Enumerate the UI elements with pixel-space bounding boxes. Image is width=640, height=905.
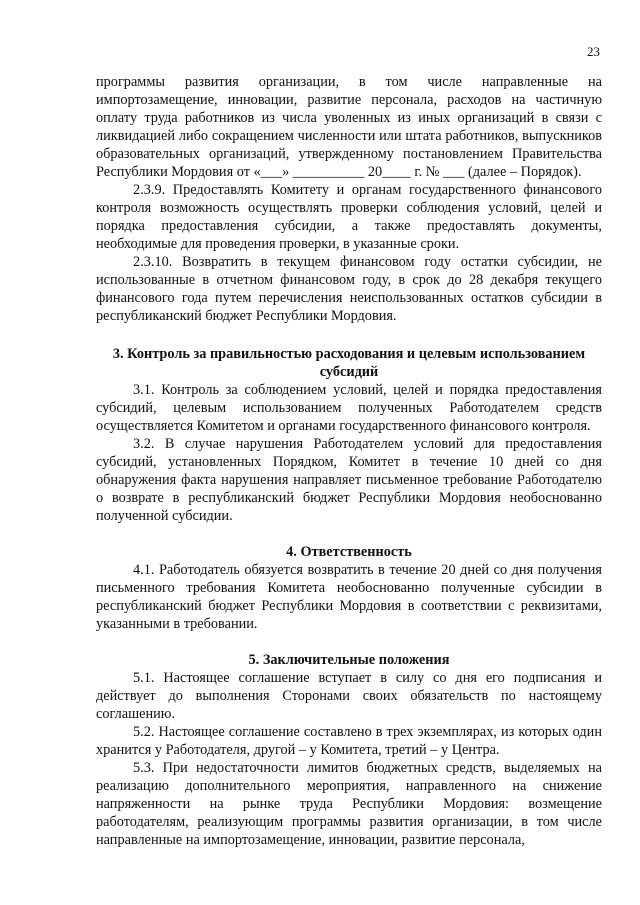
document-body bbox=[96, 73, 602, 849]
paragraph-5-3: 5.3. При недостаточности лимитов бюджетных средств, выделяемых на реализацию дополнительного мероприятия, направленного на снижение напряженности на рынке труда Республики Мордовия: возмещение работодателям, реализующим программы развития организации, в том числе направленные на импортозамещение, инновации, развитие персонала, bbox=[96, 760, 602, 848]
paragraph-5-1: 5.1. Настоящее соглашение вступает в силу со дня его подписания и действует до выполнения Сторонами своих обязательств по настоящему соглашению. bbox=[96, 670, 602, 722]
paragraph-4-1: 4.1. Работодатель обязуется возвратить в течение 20 дней со дня получения письменного требования Комитета необоснованно полученные субсидии в республиканский бюджет Республики Мордовия в соответствии с реквизитами, указанными в требовании. bbox=[96, 562, 602, 632]
paragraph-2-3-10: 2.3.10. Возвратить в текущем финансовом году остатки субсидии, не использованные в отчетном финансовом году, в срок до 28 декабря текущего финансового года путем перечисления неиспользованных остатков субсидии в республиканский бюджет Республики Мордовия. bbox=[96, 254, 602, 324]
paragraph-5-2: 5.2. Настоящее соглашение составлено в трех экземплярах, из которых один хранится у Работодателя, другой – у Комитета, третий – у Центра. bbox=[96, 724, 602, 758]
section-heading-4: 4. Ответственность bbox=[286, 544, 412, 560]
section-heading-5: 5. Заключительные положения bbox=[248, 652, 450, 668]
spacer bbox=[96, 525, 602, 543]
spacer bbox=[96, 325, 602, 345]
paragraph-3-1: 3.1. Контроль за соблюдением условий, целей и порядка предоставления субсидий, целевым использованием полученных Работодателем средств осуществляется Комитетом и органами государственного финансового контроля. bbox=[96, 382, 602, 434]
spacer bbox=[96, 633, 602, 651]
section-heading-3: 3. Контроль за правильностью расходования и целевым использованием субсидий bbox=[112, 346, 586, 380]
paragraph-continuation: программы развития организации, в том числе направленные на импортозамещение, инновации, развитие персонала, расходов на частичную оплату труда работников из числа уволенных из иных организаций в связи с ликвидацией либо сокращением численности или штата работников, выпускников образовательных организаций, утвержденному постановлением Правительства Республики Мордовия от «___» __________ 20____ г. № ___ (далее – Порядок). bbox=[96, 74, 602, 180]
paragraph-2-3-9: 2.3.9. Предоставлять Комитету и органам государственного финансового контроля возможность осуществлять проверки соблюдения условий, целей и порядка предоставления субсидии, а также предоставлять документы, необходимые для проведения проверки, в указанные сроки. bbox=[96, 182, 602, 252]
paragraph-3-2: 3.2. В случае нарушения Работодателем условий для предоставления субсидий, установленных Порядком, Комитет в течение 10 дней со дня обнаружения факта нарушения направляет письменное требование Работодателю о возврате в республиканский бюджет Республики Мордовия необоснованно полученной субсидии. bbox=[96, 436, 602, 524]
page-number: 23 bbox=[587, 44, 600, 59]
